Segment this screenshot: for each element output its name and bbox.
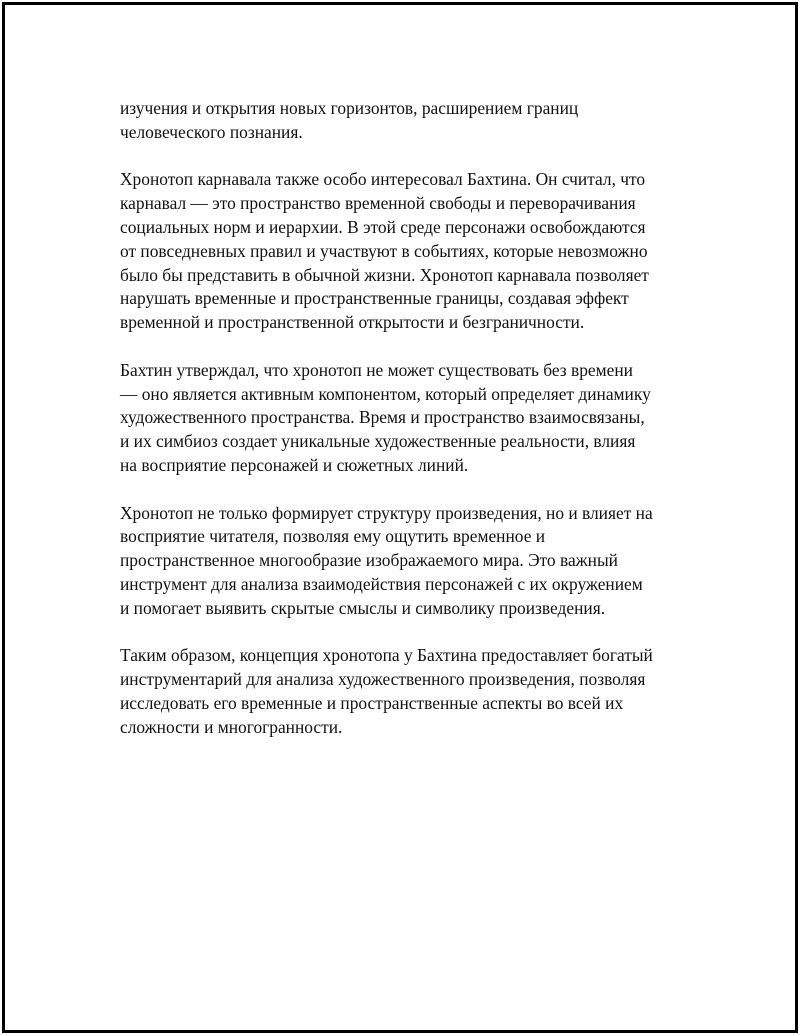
text-line: — оно является активным компонентом, который определяет динамику [120, 383, 651, 404]
text-line: Таким образом, концепция хронотопа у Бахтина предоставляет богатый [120, 645, 653, 666]
text-line: и помогает выявить скрытые смыслы и символику произведения. [120, 597, 606, 618]
text-line: художественного пространства. Время и пространство взаимосвязаны, [120, 407, 645, 428]
text-line: нарушать временные и пространственные границы, создавая эффект [120, 288, 629, 309]
text-line: сложности и многогранности. [120, 716, 343, 737]
text-line: инструментарий для анализа художественного произведения, позволяя [120, 669, 646, 690]
text-line: было бы представить в обычной жизни. Хронотоп карнавала позволяет [120, 264, 649, 285]
text-line: карнавал — это пространство временной свободы и переворачивания [120, 193, 636, 214]
text-line: Хронотоп карнавала также особо интересовал Бахтина. Он считал, что [120, 169, 646, 190]
text-line: и их симбиоз создает уникальные художественные реальности, влияя [120, 431, 636, 452]
paragraph [120, 502, 700, 621]
text-line: инструмент для анализа взаимодействия персонажей с их окружением [120, 573, 643, 594]
text-line: на восприятие персонажей и сюжетных линий. [120, 454, 469, 475]
page-frame [2, 2, 798, 1033]
text-line: изучения и открытия новых горизонтов, расширением границ [120, 98, 579, 118]
text-line: человеческого познания. [120, 121, 303, 142]
text-line: Бахтин утверждал, что хронотоп не может существовать без времени [120, 359, 633, 380]
text-line: от повседневных правил и участвуют в событиях, которые невозможно [120, 240, 648, 261]
text-line: восприятие читателя, позволяя ему ощутить временное и [120, 526, 546, 547]
paragraph [120, 97, 700, 145]
paragraph [120, 168, 700, 335]
paragraph [120, 359, 700, 478]
text-line: Хронотоп не только формирует структуру произведения, но и влияет на [120, 502, 653, 523]
text-line: временной и пространственной открытости и безграничности. [120, 312, 585, 333]
text-line: исследовать его временные и пространственные аспекты во всей их [120, 692, 624, 713]
text-line: социальных норм и иерархии. В этой среде персонажи освобождаются [120, 216, 646, 237]
page-content [120, 97, 700, 763]
paragraph [120, 644, 700, 739]
text-line: пространственное многообразие изображаемого мира. Это важный [120, 550, 618, 571]
